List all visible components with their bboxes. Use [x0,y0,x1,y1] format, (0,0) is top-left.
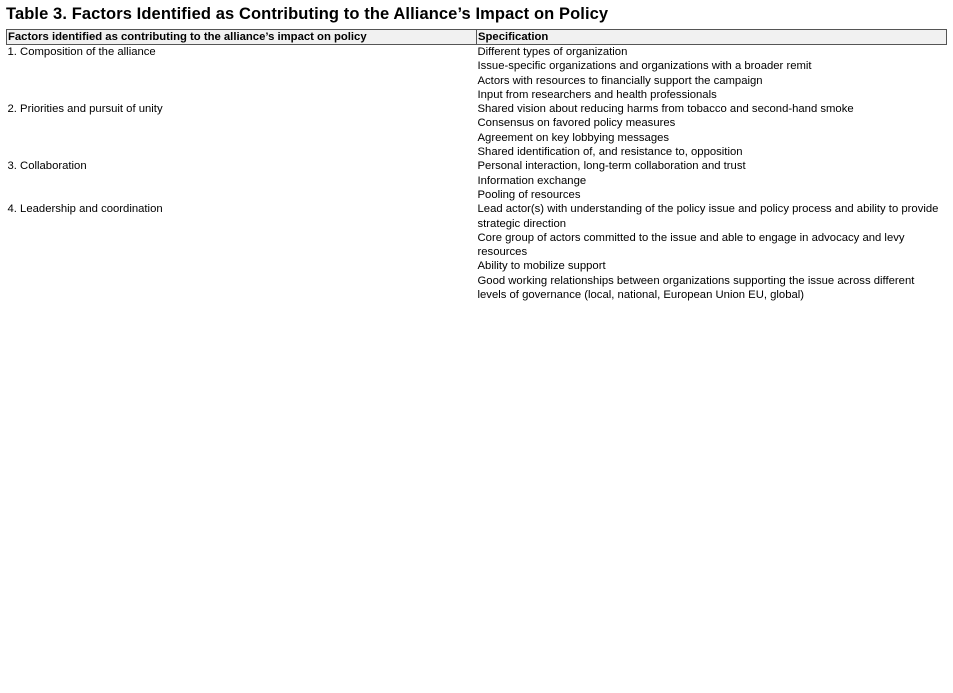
specification-cell [477,202,947,302]
header-specification: Specification [477,30,947,45]
factor-cell: 4. Leadership and coordination [7,203,163,216]
spec-item: Ability to mobilize support [477,260,606,273]
spec-item: Agreement on key lobbying messages [477,131,670,144]
spec-item: Shared identification of, and resistance to, opposition [477,146,743,159]
factor-cell: 2. Priorities and pursuit of unity [7,103,163,116]
spec-item: Issue-specific organizations and organizations with a broader remit [477,60,812,73]
spec-item: Input from researchers and health professionals [477,88,717,101]
table-row [7,102,947,159]
spec-item: Personal interaction, long-term collaboration and trust [477,160,746,173]
table-row [7,159,947,202]
factor-cell: 1. Composition of the alliance [7,46,156,58]
specification-cell [477,45,947,103]
specification-cell [477,159,947,202]
table-row [7,202,947,302]
spec-item: Actors with resources to financially support the campaign [477,74,763,87]
spec-item: Core group of actors committed to the issue and able to engage in advocacy and levy resources [477,231,905,259]
table-row [7,45,947,103]
spec-item: Good working relationships between organizations supporting the issue across different levels of governance (local, national, European Union EU, global) [477,274,915,302]
spec-item: Shared vision about reducing harms from tobacco and second-hand smoke [477,103,854,116]
table-title: Table 3. Factors Identified as Contributing to the Alliance’s Impact on Policy [6,5,609,23]
spec-item: Information exchange [477,174,587,187]
specification-cell [477,102,947,159]
header-factors: Factors identified as contributing to the alliance’s impact on policy [7,30,477,45]
spec-item: Pooling of resources [477,188,581,201]
factors-table [6,29,947,302]
spec-item: Consensus on favored policy measures [477,117,676,130]
spec-item: Lead actor(s) with understanding of the policy issue and policy process and ability to provide strategic direction [477,203,939,230]
table-header-row [7,30,947,45]
factor-cell: 3. Collaboration [7,160,87,173]
spec-item: Different types of organization [477,46,628,58]
